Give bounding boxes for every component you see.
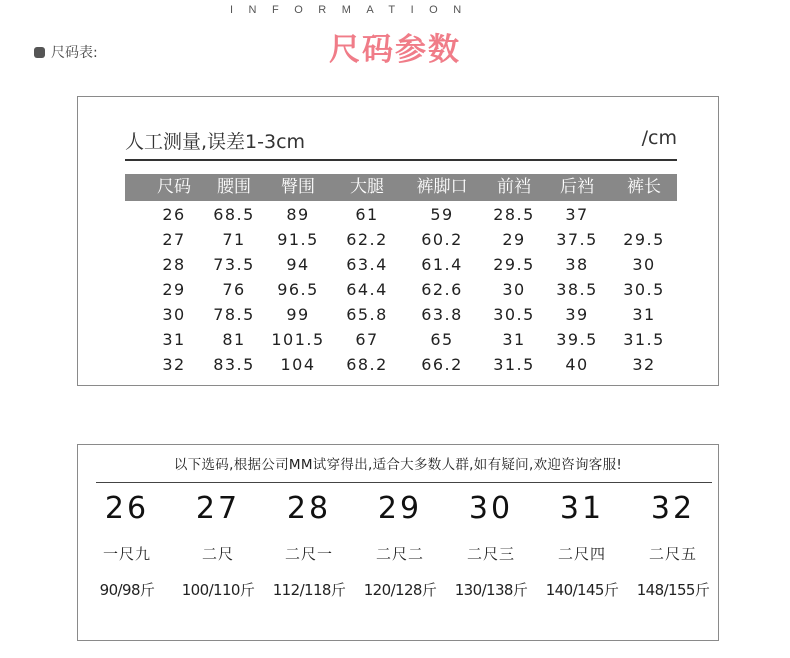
page-title: 尺码参数 <box>329 32 461 68</box>
table-cell: 104 <box>280 355 316 374</box>
table-cell: 91.5 <box>277 230 319 249</box>
size-chinese-waist: 一尺九 <box>102 545 151 563</box>
table-cell: 63.4 <box>346 255 388 274</box>
table-header-row <box>125 174 677 201</box>
table-cell: 29 <box>162 280 186 299</box>
size-guide-panel <box>77 444 719 641</box>
table-cell: 99 <box>286 305 310 324</box>
section-label-text: 尺码表: <box>51 45 98 61</box>
table-cell: 29.5 <box>623 230 665 249</box>
table-cell: 68.5 <box>213 205 255 224</box>
table-cell: 68.2 <box>346 355 388 374</box>
size-number: 28 <box>286 491 332 526</box>
unit-label: /cm <box>641 127 677 149</box>
table-cell: 30 <box>162 305 186 324</box>
size-number: 32 <box>650 491 696 526</box>
size-weight-range: 112/118斤 <box>272 581 346 599</box>
table-cell: 73.5 <box>213 255 255 274</box>
size-weight-range: 90/98斤 <box>99 581 155 599</box>
table-cell: 32 <box>632 355 656 374</box>
table-cell: 30 <box>632 255 656 274</box>
table-cell: 89 <box>286 205 310 224</box>
size-weight-range: 140/145斤 <box>545 581 619 599</box>
column-header: 尺码 <box>157 177 191 197</box>
size-option <box>355 445 445 635</box>
size-chinese-waist: 二尺 <box>201 545 234 563</box>
info-header-text: INFORMATION <box>230 4 477 16</box>
table-caption <box>125 127 677 154</box>
table-cell: 66.2 <box>421 355 463 374</box>
table-cell: 29.5 <box>493 255 535 274</box>
size-option <box>628 445 718 635</box>
size-option <box>446 445 536 635</box>
table-cell: 31 <box>162 330 186 349</box>
table-cell: 76 <box>222 280 246 299</box>
table-cell: 61.4 <box>421 255 463 274</box>
table-cell: 71 <box>222 230 246 249</box>
size-option <box>264 445 354 635</box>
size-chinese-waist: 二尺一 <box>284 545 333 563</box>
size-chinese-waist: 二尺三 <box>466 545 515 563</box>
table-cell: 39.5 <box>556 330 598 349</box>
table-cell: 96.5 <box>277 280 319 299</box>
table-cell: 83.5 <box>213 355 255 374</box>
column-header: 大腿 <box>350 177 384 197</box>
size-number: 29 <box>377 491 423 526</box>
table-cell: 65.8 <box>346 305 388 324</box>
table-cell: 28 <box>162 255 186 274</box>
table-cell: 28.5 <box>493 205 535 224</box>
table-cell: 40 <box>565 355 589 374</box>
table-cell: 30.5 <box>623 280 665 299</box>
size-guide-notice: 以下选码,根据公司MM试穿得出,适合大多数人群,如有疑问,欢迎咨询客服! <box>173 457 623 473</box>
table-cell: 78.5 <box>213 305 255 324</box>
measurement-note: 人工测量,误差1-3cm <box>125 131 306 153</box>
table-cell: 38.5 <box>556 280 598 299</box>
measurement-table-panel <box>77 96 719 386</box>
table-cell: 59 <box>430 205 454 224</box>
size-number: 27 <box>195 491 241 526</box>
table-cell: 30 <box>502 280 526 299</box>
table-cell: 31 <box>502 330 526 349</box>
table-cell: 81 <box>222 330 246 349</box>
table-cell: 27 <box>162 230 186 249</box>
size-chinese-waist: 二尺二 <box>375 545 424 563</box>
table-cell: 101.5 <box>271 330 325 349</box>
table-cell: 65 <box>430 330 454 349</box>
column-header: 裤脚口 <box>416 177 468 197</box>
table-cell: 37 <box>565 205 589 224</box>
size-weight-range: 120/128斤 <box>363 581 437 599</box>
size-weight-range: 130/138斤 <box>454 581 528 599</box>
table-cell: 63.8 <box>421 305 463 324</box>
size-option <box>82 445 172 635</box>
size-number: 31 <box>559 491 605 526</box>
size-number: 30 <box>468 491 514 526</box>
table-cell: 31.5 <box>493 355 535 374</box>
table-cell: 64.4 <box>346 280 388 299</box>
table-cell: 29 <box>502 230 526 249</box>
table-cell: 62.6 <box>421 280 463 299</box>
table-cell: 39 <box>565 305 589 324</box>
table-cell: 94 <box>286 255 310 274</box>
table-cell: 61 <box>355 205 379 224</box>
size-option <box>173 445 263 635</box>
table-cell: 62.2 <box>346 230 388 249</box>
table-cell: 38 <box>565 255 589 274</box>
size-chinese-waist: 二尺四 <box>557 545 606 563</box>
table-cell: 31.5 <box>623 330 665 349</box>
column-header: 后裆 <box>560 177 594 197</box>
size-number: 26 <box>104 491 150 526</box>
column-header: 裤长 <box>627 177 661 197</box>
column-header: 臀围 <box>281 177 315 197</box>
table-cell: 31 <box>632 305 656 324</box>
column-header: 前裆 <box>497 177 531 197</box>
size-chinese-waist: 二尺五 <box>648 545 697 563</box>
size-weight-range: 148/155斤 <box>636 581 710 599</box>
table-cell: 30.5 <box>493 305 535 324</box>
table-cell: 60.2 <box>421 230 463 249</box>
table-cell: 37.5 <box>556 230 598 249</box>
table-cell: 26 <box>162 205 186 224</box>
caption-divider <box>125 159 677 161</box>
column-header: 腰围 <box>217 177 251 197</box>
table-cell: 32 <box>162 355 186 374</box>
size-weight-range: 100/110斤 <box>181 581 255 599</box>
size-option <box>537 445 627 635</box>
table-cell: 67 <box>355 330 379 349</box>
